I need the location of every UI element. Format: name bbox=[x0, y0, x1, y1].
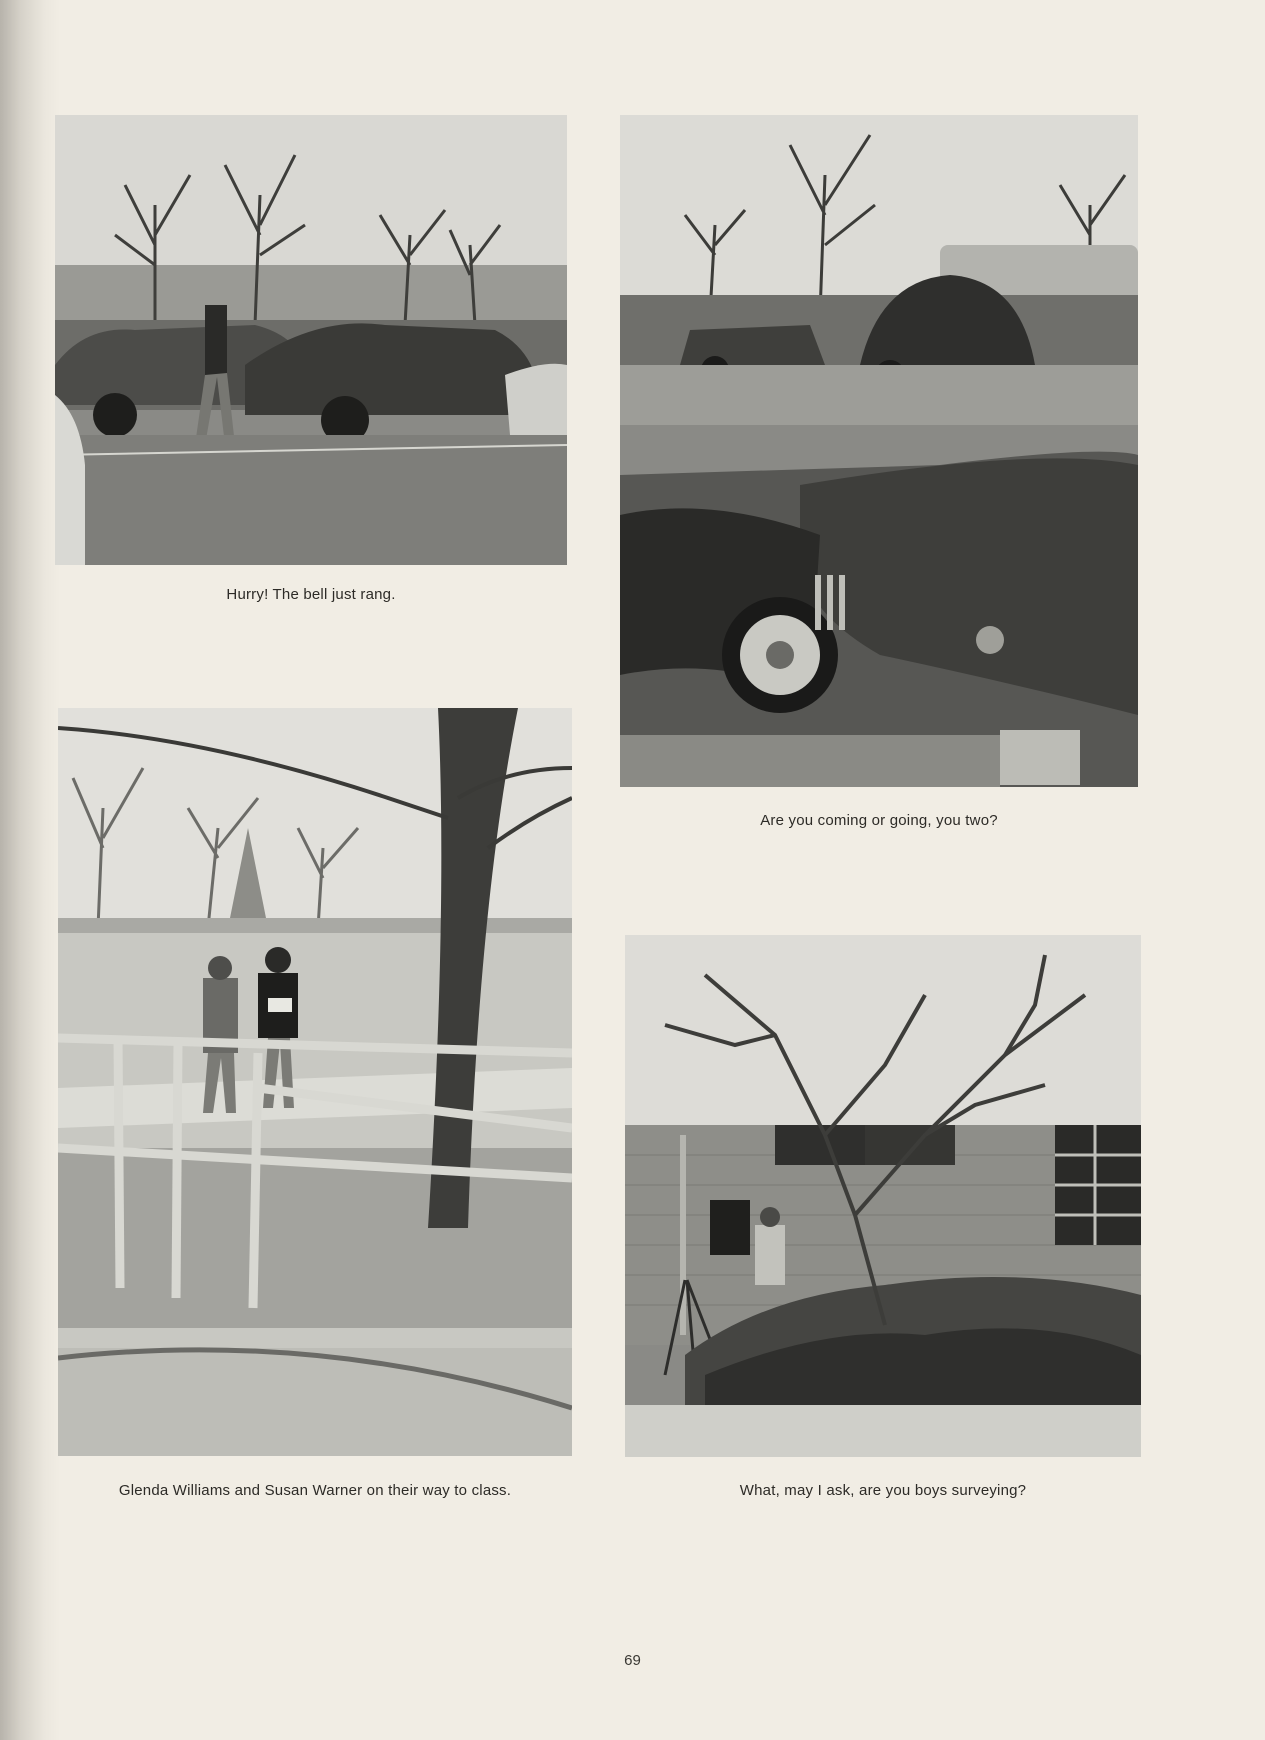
caption-walking-to-class: Glenda Williams and Susan Warner on their way to class. bbox=[118, 1482, 512, 1499]
page-number: 69 bbox=[624, 1652, 641, 1669]
caption-surveying: What, may I ask, are you boys surveying? bbox=[739, 1482, 1027, 1499]
page-binding-shadow bbox=[0, 0, 60, 1740]
photo-car-fender bbox=[620, 115, 1138, 787]
photo-walking-to-class bbox=[58, 708, 572, 1456]
caption-car-fender: Are you coming or going, you two? bbox=[760, 812, 998, 829]
caption-parking-lot: Hurry! The bell just rang. bbox=[226, 586, 396, 603]
photo-surveying bbox=[625, 935, 1141, 1457]
photo-parking-lot bbox=[55, 115, 567, 565]
